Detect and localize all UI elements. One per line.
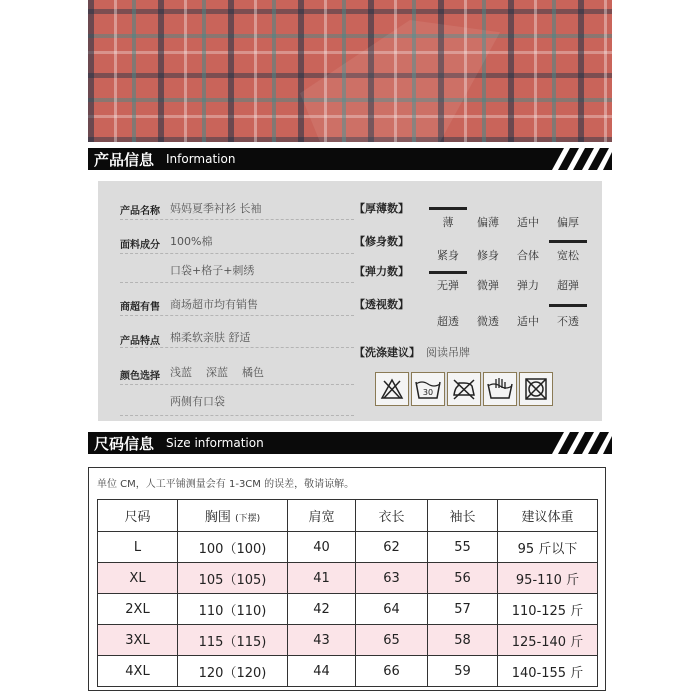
selected-marker-sheer — [549, 304, 587, 307]
table-cell: L — [98, 532, 178, 563]
column-header: 尺码 — [98, 500, 178, 532]
table-cell: 58 — [428, 625, 498, 656]
option-stretch-1: 无弹 — [437, 279, 459, 292]
selected-marker-fit — [549, 240, 587, 243]
option-stretch-3: 弹力 — [517, 279, 539, 292]
column-header: 衣长 — [356, 500, 428, 532]
value-availability: 商场超市均有销售 — [170, 298, 258, 311]
size-header-title: 尺码信息 — [94, 435, 155, 453]
wash-label: 【洗涤建议】 — [354, 346, 420, 359]
column-header: 袖长 — [428, 500, 498, 532]
value-pockets: 两侧有口袋 — [170, 395, 225, 408]
value-product-name: 妈妈夏季衬衫 长袖 — [170, 202, 262, 215]
table-cell: 57 — [428, 594, 498, 625]
table-row — [98, 532, 598, 563]
table-cell: 2XL — [98, 594, 178, 625]
size-header-bar — [88, 432, 612, 454]
column-header: 建议体重 — [498, 500, 598, 532]
label-product-name: 产品名称 — [120, 206, 160, 217]
table-row — [98, 656, 598, 687]
table-cell: 140-155 斤 — [498, 656, 598, 687]
option-thickness-1: 薄 — [442, 216, 454, 229]
table-cell: 95-110 斤 — [498, 563, 598, 594]
option-fit-2: 修身 — [477, 249, 499, 262]
size-header-subtitle: Size information — [166, 436, 264, 450]
option-thickness-2: 偏薄 — [477, 216, 499, 229]
option-stretch-2: 微弹 — [477, 279, 499, 292]
table-cell: 55 — [428, 532, 498, 563]
table-cell: 59 — [428, 656, 498, 687]
attr-fit-label: 【修身数】 — [354, 235, 409, 248]
option-thickness-4: 偏厚 — [557, 216, 579, 229]
option-fit-4: 宽松 — [557, 249, 579, 262]
value-features: 棉柔软亲肤 舒适 — [170, 331, 251, 344]
wash-value: 阅读吊牌 — [426, 346, 470, 359]
table-cell: 95 斤以下 — [498, 532, 598, 563]
table-cell: 64 — [356, 594, 428, 625]
table-cell: 44 — [288, 656, 356, 687]
table-row — [98, 594, 598, 625]
size-header-stripes-icon — [522, 432, 612, 454]
column-header: 肩宽 — [288, 500, 356, 532]
option-sheer-2: 微透 — [477, 315, 499, 328]
table-cell: XL — [98, 563, 178, 594]
table-cell: 41 — [288, 563, 356, 594]
table-cell: 3XL — [98, 625, 178, 656]
table-cell: 42 — [288, 594, 356, 625]
info-header-bar — [88, 148, 612, 170]
table-cell: 66 — [356, 656, 428, 687]
label-fabric: 面料成分 — [120, 240, 160, 251]
no-bleach-icon — [375, 372, 409, 406]
size-table — [97, 499, 598, 687]
column-header-chest: 胸围 (下摆) — [178, 500, 288, 532]
table-cell: 4XL — [98, 656, 178, 687]
table-cell: 65 — [356, 625, 428, 656]
table-cell: 110-125 斤 — [498, 594, 598, 625]
table-cell: 110（110) — [178, 594, 288, 625]
label-features: 产品特点 — [120, 336, 160, 347]
table-cell: 125-140 斤 — [498, 625, 598, 656]
wash-temp-text: 30 — [422, 388, 434, 397]
attr-thickness-label: 【厚薄数】 — [354, 202, 409, 215]
option-fit-1: 紧身 — [437, 249, 459, 262]
table-cell: 43 — [288, 625, 356, 656]
attr-sheer-label: 【透视数】 — [354, 298, 409, 311]
attr-stretch-label: 【弹力数】 — [354, 265, 409, 278]
table-cell: 63 — [356, 563, 428, 594]
table-cell: 115（115) — [178, 625, 288, 656]
label-colors: 颜色选择 — [120, 371, 160, 382]
option-sheer-4: 不透 — [557, 315, 579, 328]
table-cell: 62 — [356, 532, 428, 563]
value-colors: 浅蓝 深蓝 橘色 — [170, 366, 264, 379]
option-fit-3: 合体 — [517, 249, 539, 262]
wash-30-icon — [411, 372, 445, 406]
info-header-subtitle: Information — [166, 152, 236, 166]
table-cell: 100（100) — [178, 532, 288, 563]
no-tumble-dry-icon — [519, 372, 553, 406]
table-cell: 56 — [428, 563, 498, 594]
table-cell: 105（105) — [178, 563, 288, 594]
table-row — [98, 563, 598, 594]
value-fabric: 100%棉 — [170, 235, 213, 248]
info-header-title: 产品信息 — [94, 151, 155, 169]
table-row — [98, 625, 598, 656]
option-sheer-3: 适中 — [517, 315, 539, 328]
table-cell: 40 — [288, 532, 356, 563]
option-stretch-4: 超弹 — [557, 279, 579, 292]
size-table-box — [88, 467, 606, 691]
option-sheer-1: 超透 — [437, 315, 459, 328]
header-stripes-icon — [522, 148, 612, 170]
option-thickness-3: 适中 — [517, 216, 539, 229]
selected-marker-stretch — [429, 271, 467, 274]
table-cell: 120（120) — [178, 656, 288, 687]
selected-marker-thickness — [429, 207, 467, 210]
size-note: 单位 CM，人工平铺测量会有 1-3CM 的误差，敬请谅解。 — [97, 479, 355, 490]
table-header-row — [98, 500, 598, 532]
hand-wash-icon — [483, 372, 517, 406]
label-availability: 商超有售 — [120, 302, 160, 313]
no-iron-icon — [447, 372, 481, 406]
value-details: 口袋+格子+刺绣 — [170, 264, 255, 277]
